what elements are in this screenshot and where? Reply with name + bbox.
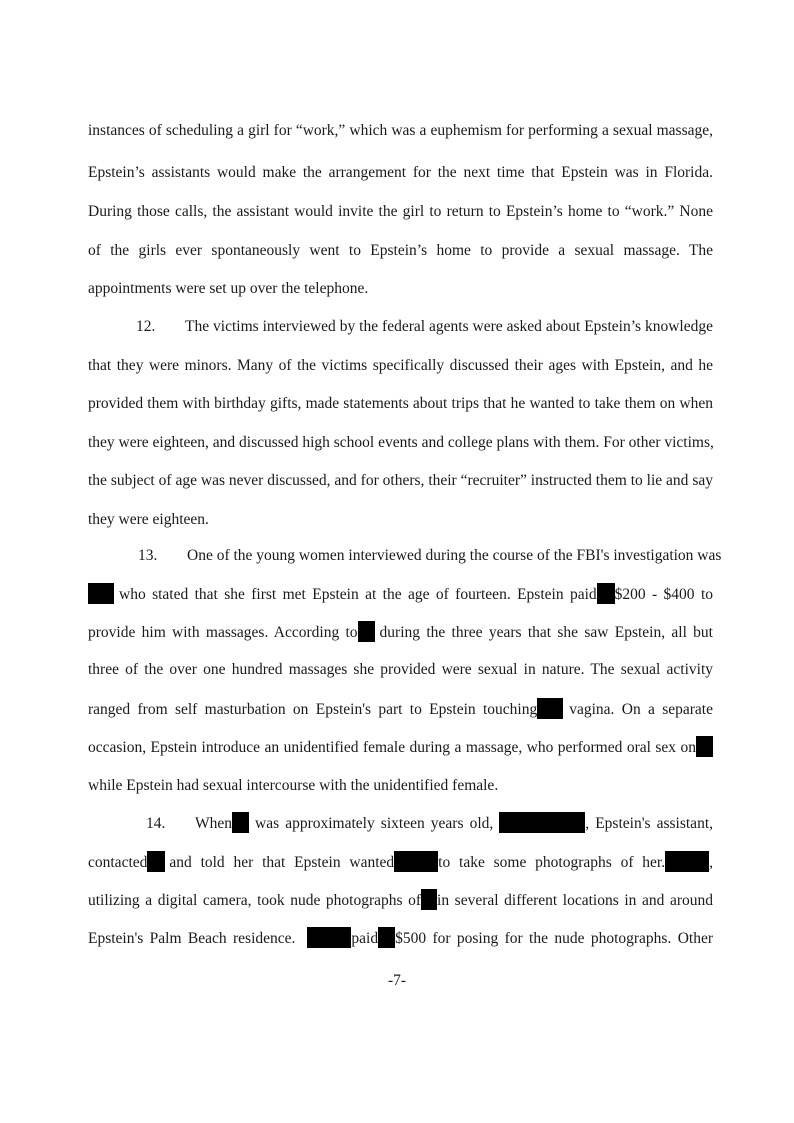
redaction-bar [394, 851, 438, 872]
text-line: three of the over one hundred massages she provided were sexual in nature. The sexual activity [88, 661, 713, 678]
text-line-with-redactions: Epstein's Palm Beach residence. paid $500 for posing for the nude photographs. Other [88, 927, 713, 950]
redaction-bar [232, 812, 249, 833]
redaction-bar [665, 851, 709, 872]
text-line: appointments were set up over the telephone. [88, 280, 369, 297]
paragraph-13-first-line: 13. One of the young women interviewed during the course of the FBI's investigation was [88, 545, 713, 567]
text-line: Epstein’s assistants would make the arrangement for the next time that Epstein was in Florida. [88, 164, 713, 181]
paragraph-number: 14. [146, 815, 166, 832]
text-line: instances of scheduling a girl for “work,” which was a euphemism for performing a sexual massage, [88, 122, 713, 139]
redaction-bar [358, 621, 375, 642]
page-number: -7- [387, 972, 407, 989]
paragraph-12-first-line: 12. The victims interviewed by the federal agents were asked about Epstein’s knowledge [88, 316, 713, 338]
redaction-bar [147, 851, 165, 872]
text-line-with-redactions: ranged from self masturbation on Epstein's part to Epstein touching vagina. On a separate [88, 698, 713, 721]
redaction-bar [378, 927, 395, 948]
text-line: of the girls ever spontaneously went to Epstein’s home to provide a sexual massage. The [88, 242, 713, 259]
text-line: the subject of age was never discussed, and for others, their “recruiter” instructed them to lie and say [88, 472, 713, 489]
paragraph-14-first-line: 14. When was approximately sixteen years old, , Epstein's assistant, [88, 812, 713, 835]
text-line: they were eighteen, and discussed high school events and college plans with them. For other victims, [88, 434, 714, 451]
redaction-bar [499, 812, 585, 833]
redaction-bar [696, 736, 713, 757]
redaction-bar [537, 698, 563, 719]
redaction-bar [421, 889, 437, 910]
text-line-with-redactions: provide him with massages. According to during the three years that she saw Epstein, all but [88, 621, 713, 644]
redaction-bar [597, 583, 615, 604]
paragraph-number: 13. [138, 547, 158, 564]
text-line: while Epstein had sexual intercourse with the unidentified female. [88, 777, 499, 794]
text-line-with-redactions: who stated that she first met Epstein at the age of fourteen. Epstein paid $200 - $400 to [88, 583, 713, 606]
text-line: they were eighteen. [88, 511, 209, 528]
text-line: provided them with birthday gifts, made statements about trips that he wanted to take them on when [88, 395, 713, 412]
paragraph-number: 12. [136, 318, 156, 335]
redaction-bar [307, 927, 351, 948]
text-line-with-redactions: contacted and told her that Epstein wanted to take some photographs of her. , [88, 851, 713, 874]
text-line-with-redactions: occasion, Epstein introduce an unidentified female during a massage, who performed oral sex on [88, 736, 713, 759]
redaction-bar [88, 583, 114, 604]
text-line: that they were minors. Many of the victims specifically discussed their ages with Epstein, and he [88, 357, 713, 374]
text-line-with-redactions: utilizing a digital camera, took nude photographs of in several different locations in and around [88, 889, 713, 912]
text-line: During those calls, the assistant would invite the girl to return to Epstein’s home to “work.” None [88, 203, 713, 220]
